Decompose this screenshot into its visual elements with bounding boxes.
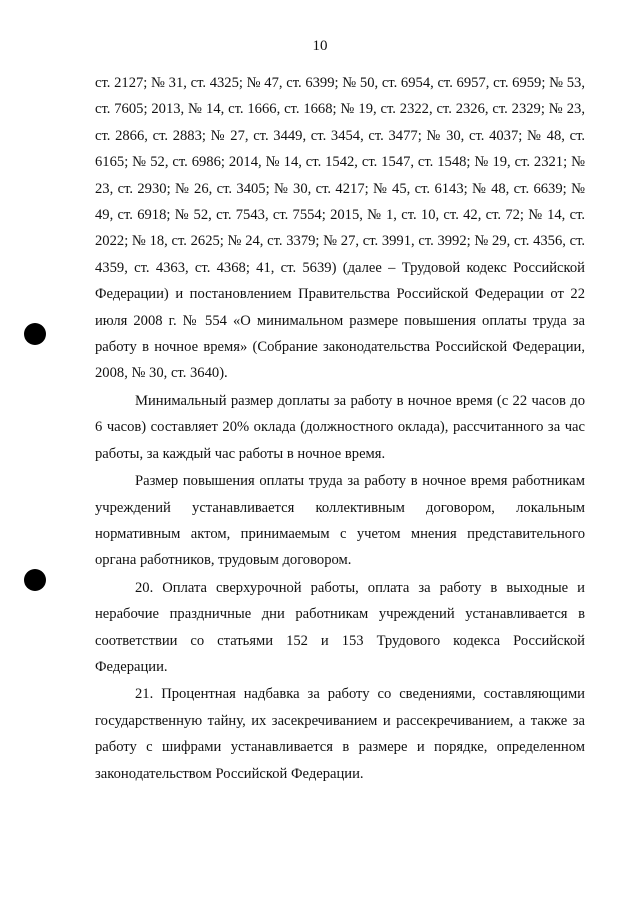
paragraph-night-work-increase: Размер повышения оплаты труда за работу в ночное время работникам учреждений устанавливается коллективным договором, локальным нормативным актом, принимаемым с учетом мнения представительного органа работников, трудовым договором. bbox=[95, 473, 585, 569]
binder-hole-upper bbox=[24, 323, 46, 345]
paragraph-legal-references: ст. 2127; № 31, ст. 4325; № 47, ст. 6399; № 50, ст. 6954, ст. 6957, ст. 6959; № 53, ст. 7605; 2013, № 14, ст. 1666, ст. 1668; № 19, ст. 2322, ст. 2326, ст. 2329; № 23, ст. 2866, ст. 2883; № 27, ст. 3449, ст. 3454, ст. 3477; № 30, ст. 4037; № 48, ст. 6165; № 52, ст. 6986; 2014, № 14, ст. 1542, ст. 1547, ст. 1548; № 19, ст. 2321; № 23, ст. 2930; № 26, ст. 3405; № 30, ст. 4217; № 45, ст. 6143; № 48, ст. 6639; № 49, ст. 6918; № 52, ст. 7543, ст. 7554; 2015, № 1, ст. 10, ст. 42, ст. 72; № 14, ст. 2022; № 18, ст. 2625; № 24, ст. 3379; № 27, ст. 3991, ст. 3992; № 29, ст. 4356, ст. 4359, ст. 4363, ст. 4368; 41, ст. 5639) (далее – Трудовой кодекс Российской Федерации) и постановлением Правительства Российской Федерации от 22 июля 2008 г. № 554 «О минимальном размере повышения оплаты труда за работу в ночное время» (Собрание законодательства Российской Федерации, 2008, № 30, ст. 3640). bbox=[95, 75, 585, 382]
binder-hole-lower bbox=[24, 569, 46, 591]
document-body bbox=[95, 70, 585, 787]
page-number: 10 bbox=[312, 38, 328, 54]
paragraph-night-work-minimum: Минимальный размер доплаты за работу в ночное время (с 22 часов до 6 часов) составляет 20% оклада (должностного оклада), рассчитанного за час работы, за каждый час работы в ночное время. bbox=[95, 392, 585, 462]
paragraph-clause-21-state-secret: 21. Процентная надбавка за работу со сведениями, составляющими государственную тайну, их засекречиванием и рассекречиванием, а также за работу с шифрами устанавливается в размере и порядке, определенном законодательством Российской Федерации. bbox=[95, 686, 585, 782]
paragraph-clause-20-overtime: 20. Оплата сверхурочной работы, оплата за работу в выходные и нерабочие праздничные дни работникам учреждений устанавливается в соответствии со статьями 152 и 153 Трудового кодекса Российской Федерации. bbox=[95, 579, 585, 675]
